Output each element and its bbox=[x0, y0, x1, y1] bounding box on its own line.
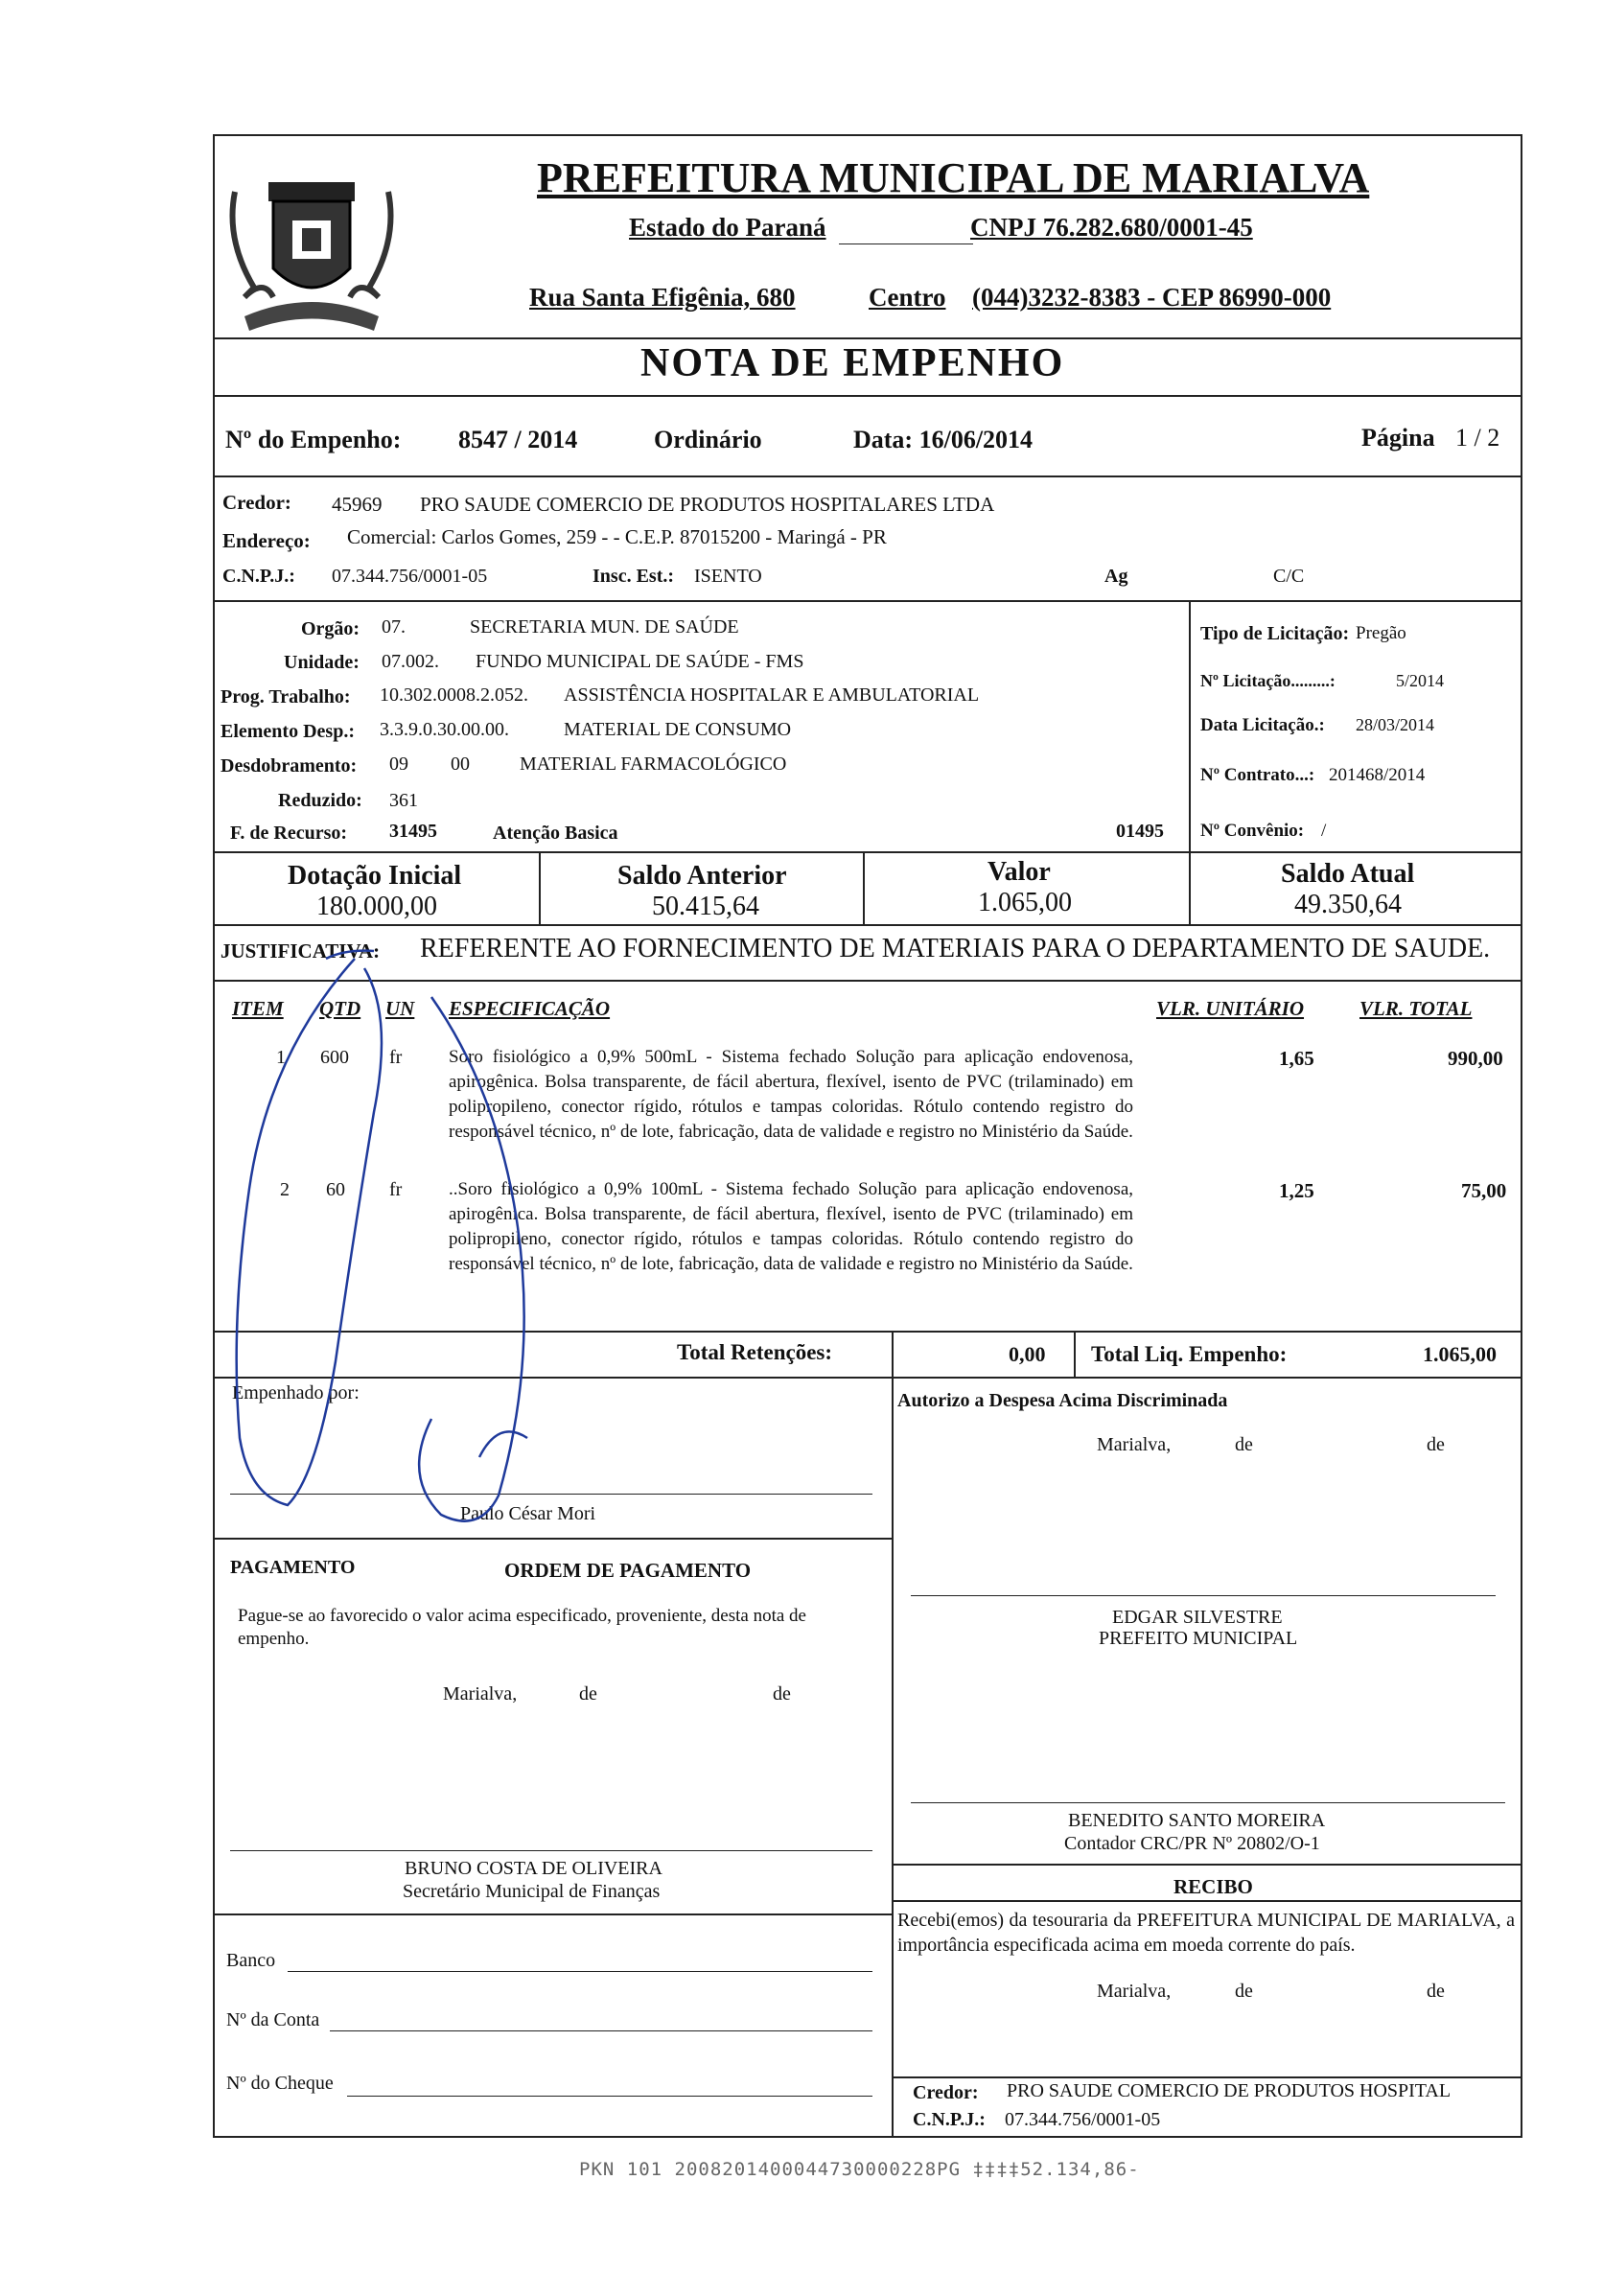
liq-empenho-label: Total Liq. Empenho: bbox=[1091, 1342, 1288, 1366]
credor-code: 45969 bbox=[332, 493, 383, 516]
recurso-number: 01495 bbox=[1116, 821, 1164, 842]
desdobramento-code2: 00 bbox=[451, 754, 470, 775]
unidade-value: FUNDO MUNICIPAL DE SAÚDE - FMS bbox=[476, 651, 804, 672]
saldo-atual-value: 49.350,64 bbox=[1294, 890, 1402, 919]
contador-name: BENEDITO SANTO MOREIRA bbox=[1068, 1810, 1326, 1831]
item-number: 2 bbox=[280, 1179, 290, 1200]
pague-text: Pague-se ao favorecido o valor acima especificado, proveniente, desta nota de empenho. bbox=[238, 1606, 806, 1649]
credor-name: PRO SAUDE COMERCIO DE PRODUTOS HOSPITALARES LTDA bbox=[420, 493, 995, 516]
footer-stamp: PKN 101 2008201400044730000228PG ‡‡‡‡52.134,86- bbox=[579, 2159, 1140, 2180]
unidade-code: 07.002. bbox=[382, 651, 439, 672]
coat-of-arms-logo bbox=[216, 153, 407, 345]
item-un: fr bbox=[389, 1179, 403, 1200]
conta-label: Nº da Conta bbox=[226, 2009, 320, 2030]
convenio-value: / bbox=[1321, 821, 1327, 841]
col-item: ITEM bbox=[232, 997, 284, 1020]
de-2: de bbox=[1427, 1434, 1445, 1455]
empenho-type: Ordinário bbox=[654, 426, 762, 453]
cc-label: C/C bbox=[1273, 566, 1305, 587]
doc-title: NOTA DE EMPENHO bbox=[640, 341, 1065, 385]
valor-label: Valor bbox=[987, 857, 1051, 887]
valor-value: 1.065,00 bbox=[978, 888, 1072, 917]
elemento-code: 3.3.9.0.30.00.00. bbox=[380, 719, 509, 740]
handwritten-signature bbox=[211, 939, 614, 1534]
orgao-label: Orgão: bbox=[301, 618, 360, 639]
elemento-value: MATERIAL DE CONSUMO bbox=[564, 719, 792, 740]
cheque-label: Nº do Cheque bbox=[226, 2073, 334, 2094]
unidade-label: Unidade: bbox=[284, 652, 360, 673]
secretario-role: Secretário Municipal de Finanças bbox=[403, 1881, 661, 1902]
ordem-pagamento-label: ORDEM DE PAGAMENTO bbox=[504, 1559, 752, 1582]
desdobramento-label: Desdobramento: bbox=[221, 755, 358, 777]
justificativa-label: JUSTIFICATIVA: bbox=[221, 939, 381, 962]
saldo-anterior-label: Saldo Anterior bbox=[617, 861, 787, 891]
endereco-label: Endereço: bbox=[222, 529, 311, 552]
credor-cnpj: 07.344.756/0001-05 bbox=[332, 566, 488, 587]
item-number: 1 bbox=[276, 1047, 286, 1068]
credor-cnpj-label: C.N.P.J.: bbox=[222, 566, 295, 587]
col-un: UN bbox=[385, 997, 415, 1020]
header-title: PREFEITURA MUNICIPAL DE MARIALVA bbox=[537, 154, 1370, 201]
item-un: fr bbox=[389, 1047, 403, 1068]
recibo-cnpj: 07.344.756/0001-05 bbox=[1005, 2109, 1161, 2130]
ag-label: Ag bbox=[1104, 566, 1128, 587]
place: Marialva, bbox=[1097, 1434, 1172, 1455]
retencoes-value: 0,00 bbox=[1009, 1342, 1046, 1366]
page-number: 1 / 2 bbox=[1455, 424, 1500, 452]
tipo-licitacao-value: Pregão bbox=[1356, 623, 1406, 643]
item-unit-price: 1,65 bbox=[1279, 1047, 1314, 1070]
convenio-label: Nº Convênio: bbox=[1200, 821, 1305, 841]
de-1: de bbox=[579, 1683, 597, 1705]
saldo-anterior-value: 50.415,64 bbox=[652, 892, 759, 921]
recibo-title: RECIBO bbox=[1173, 1875, 1253, 1898]
data-licitacao-value: 28/03/2014 bbox=[1356, 715, 1435, 734]
header-cnpj: CNPJ 76.282.680/0001-45 bbox=[970, 213, 1253, 242]
desdobramento-value: MATERIAL FARMACOLÓGICO bbox=[520, 754, 787, 775]
reduzido-value: 361 bbox=[389, 790, 418, 811]
desdobramento-code: 09 bbox=[389, 754, 408, 775]
header-address: Rua Santa Efigênia, 680 bbox=[529, 283, 796, 312]
page-label: Página bbox=[1361, 424, 1435, 452]
empenho-number: 8547 / 2014 bbox=[458, 426, 578, 453]
col-vlr-unit: VLR. UNITÁRIO bbox=[1156, 997, 1305, 1020]
saldo-atual-label: Saldo Atual bbox=[1281, 859, 1415, 889]
item-spec: Soro fisiológico a 0,9% 500mL - Sistema fechado Solução para aplicação endovenosa, apirogênica. Bolsa transparente, de fácil abertura, flexível, isento de PVC (trilaminado) em polipropileno, conector rígido, rótulos e tampas coloridas. Rótulo contendo registro do responsável técnico, nº de lote, fabricação, data de validade e registro no Ministério da Saúde. bbox=[449, 1047, 1133, 1142]
header-phone-cep: (044)3232-8383 - CEP 86990-000 bbox=[972, 283, 1332, 312]
autorizo-text: Autorizo a Despesa Acima Discriminada bbox=[897, 1390, 1228, 1411]
de-1: de bbox=[1235, 1434, 1253, 1455]
orgao-code: 07. bbox=[382, 616, 406, 638]
col-spec: ESPECIFICAÇÃO bbox=[449, 997, 611, 1020]
item-total: 990,00 bbox=[1448, 1047, 1503, 1070]
recibo-credor-label: Credor: bbox=[913, 2082, 979, 2103]
contrato-value: 201468/2014 bbox=[1329, 765, 1426, 785]
orgao-value: SECRETARIA MUN. DE SAÚDE bbox=[470, 616, 739, 638]
item-total: 75,00 bbox=[1461, 1179, 1507, 1202]
col-qtd: QTD bbox=[319, 997, 361, 1020]
num-licitacao-label: Nº Licitação.........: bbox=[1200, 671, 1336, 690]
recurso-value: Atenção Basica bbox=[493, 823, 618, 844]
banco-label: Banco bbox=[226, 1950, 276, 1971]
pagamento-label: PAGAMENTO bbox=[230, 1557, 356, 1578]
de-2: de bbox=[1427, 1981, 1445, 2002]
dotacao-value: 180.000,00 bbox=[316, 892, 437, 921]
contador-role: Contador CRC/PR Nº 20802/O-1 bbox=[1064, 1833, 1320, 1854]
credor-label: Credor: bbox=[222, 491, 291, 514]
justificativa-text: REFERENTE AO FORNECIMENTO DE MATERIAIS PARA O DEPARTAMENTO DE SAUDE. bbox=[420, 934, 1491, 963]
secretario-name: BRUNO COSTA DE OLIVEIRA bbox=[405, 1858, 662, 1879]
insc-label: Insc. Est.: bbox=[592, 566, 675, 587]
tipo-licitacao-label: Tipo de Licitação: bbox=[1200, 623, 1350, 644]
endereco-value: Comercial: Carlos Gomes, 259 - - C.E.P. 87015200 - Maringá - PR bbox=[347, 525, 887, 548]
elemento-label: Elemento Desp.: bbox=[221, 721, 355, 742]
header-state: Estado do Paraná bbox=[629, 213, 826, 242]
item-spec: ..Soro fisiológico a 0,9% 100mL - Sistema fechado Solução para aplicação endovenosa, apirogênica. Bolsa transparente, de fácil abertura, flexível, isento de PVC (trilaminado) em polipropileno, conector rígido, rótulos e tampas coloridas. Rótulo contendo registro do responsável técnico, nº de lote, fabricação, data de validade e registro no Ministério da Saúde. bbox=[449, 1179, 1133, 1274]
place: Marialva, bbox=[443, 1683, 518, 1705]
empenho-label: Nº do Empenho: bbox=[225, 426, 402, 453]
reduzido-label: Reduzido: bbox=[278, 790, 362, 811]
recibo-credor-name: PRO SAUDE COMERCIO DE PRODUTOS HOSPITAL bbox=[1007, 2080, 1452, 2101]
dotacao-label: Dotação Inicial bbox=[288, 861, 462, 891]
prefeito-name: EDGAR SILVESTRE bbox=[1112, 1607, 1283, 1628]
prog-code: 10.302.0008.2.052. bbox=[380, 684, 528, 706]
item-qtd: 600 bbox=[320, 1047, 349, 1068]
insc-value: ISENTO bbox=[694, 566, 762, 587]
recibo-text: Recebi(emos) da tesouraria da PREFEITURA MUNICIPAL DE MARIALVA, a importância especificada acima em moeda corrente do país. bbox=[897, 1910, 1515, 1956]
empenhado-label: Empenhado por: bbox=[232, 1382, 360, 1403]
recurso-label: F. de Recurso: bbox=[230, 823, 348, 844]
de-1: de bbox=[1235, 1981, 1253, 2002]
contrato-label: Nº Contrato...: bbox=[1200, 765, 1315, 785]
num-licitacao-value: 5/2014 bbox=[1396, 671, 1445, 690]
prog-label: Prog. Trabalho: bbox=[221, 686, 351, 707]
prefeito-role: PREFEITO MUNICIPAL bbox=[1099, 1628, 1298, 1649]
data-licitacao-label: Data Licitação.: bbox=[1200, 715, 1325, 735]
prog-value: ASSISTÊNCIA HOSPITALAR E AMBULATORIAL bbox=[564, 684, 980, 706]
empenho-date: Data: 16/06/2014 bbox=[853, 426, 1034, 453]
col-vlr-total: VLR. TOTAL bbox=[1359, 997, 1473, 1020]
item-qtd: 60 bbox=[326, 1179, 345, 1200]
recurso-code: 31495 bbox=[389, 821, 437, 842]
recibo-cnpj-label: C.N.P.J.: bbox=[913, 2109, 986, 2130]
empenhado-name: Paulo César Mori bbox=[460, 1503, 596, 1524]
liq-empenho-value: 1.065,00 bbox=[1423, 1342, 1497, 1366]
header-district: Centro bbox=[869, 283, 946, 312]
retencoes-label: Total Retenções: bbox=[677, 1340, 833, 1364]
place: Marialva, bbox=[1097, 1981, 1172, 2002]
item-unit-price: 1,25 bbox=[1279, 1179, 1314, 1202]
de-2: de bbox=[773, 1683, 791, 1705]
